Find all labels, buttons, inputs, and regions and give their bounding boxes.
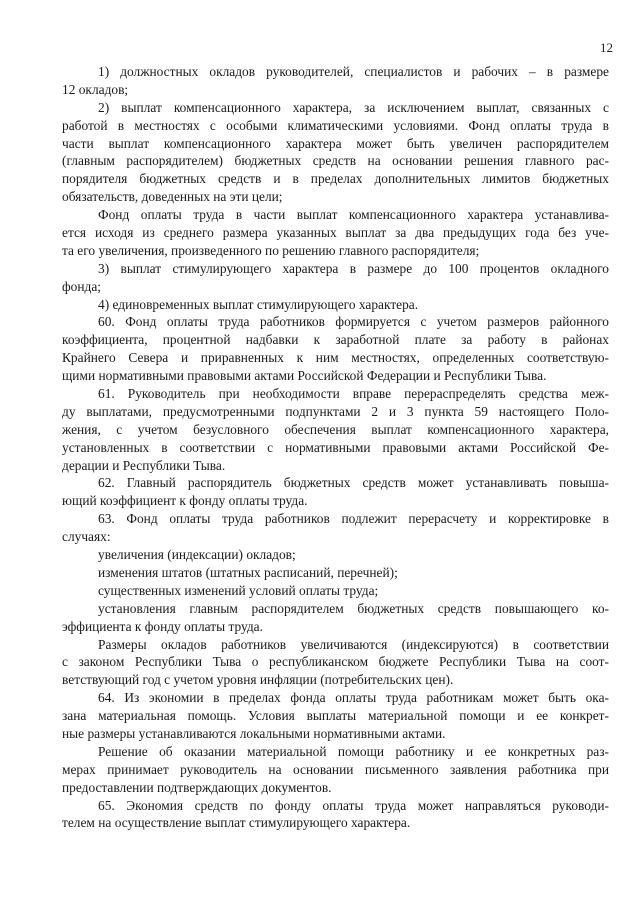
text-line: предоставлении подтверждающих документов. [62,779,332,795]
text-line: мерах принимает руководитель на основании письменного заявления работника при [62,761,609,777]
text-line: эффициента к фонду оплаты труда. [62,618,263,634]
document-body [62,63,609,832]
text-line: порядителя бюджетных средств и в пределах дополнительных лимитов бюджетных [62,171,609,187]
text-line: Размеры окладов работников увеличиваются (индексируются) в соответствии [98,636,609,652]
text-line: 60. Фонд оплаты труда работников формируется с учетом размеров районного [98,314,609,330]
text-line: ющий коэффициент к фонду оплаты труда. [62,493,308,509]
text-line: ветствующий год с учетом уровня инфляции (потребительских цен). [62,672,454,688]
text-line: 1) должностных окладов руководителей, специалистов и рабочих – в размере [98,64,609,79]
text-line: 65. Экономия средств по фонду оплаты труда может направляться руководи- [98,797,609,813]
page-number: 12 [600,40,613,55]
text-line: случаях: [62,529,111,545]
text-line: обязательств, доведенных на эти цели; [62,189,283,205]
text-line: ду выплатами, предусмотренными подпунктами 2 и 3 пункта 59 настоящего Поло- [62,403,609,419]
text-line: 12 окладов; [62,81,129,97]
text-line: 3) выплат стимулирующего характера в размере до 100 процентов окладного [98,260,609,276]
text-line: жения, с учетом безусловного обеспечения выплат компенсационного характера, [62,421,609,437]
text-line: 61. Руководитель при необходимости вправе перераспределять средства меж- [98,386,609,402]
text-line: та его увеличения, произведенного по решению главного распорядителя; [62,242,480,258]
text-line: с законом Республики Тыва о республиканском бюджете Республики Тыва на соот- [62,654,609,670]
text-line: установления главным распорядителем бюджетных средств повышающего ко- [98,600,609,616]
text-line: существенных изменений условий оплаты труда; [98,582,379,598]
text-line: ется исходя из среднего размера указанных выплат за два предыдущих года без уче- [62,225,609,241]
text-line: фонда; [62,278,102,294]
text-line: 2) выплат компенсационного характера, за исключением выплат, связанных с [98,99,609,115]
text-line: 4) единовременных выплат стимулирующего характера. [98,296,419,312]
text-line: увеличения (индексации) окладов; [98,547,296,563]
text-line: Крайнего Севера и приравненных к ним местностях, определенных соответствую- [62,350,609,366]
text-line: работой в местностях с особыми климатическими условиями. Фонд оплаты труда в [62,117,609,133]
text-line: 64. Из экономии в пределах фонда оплаты труда работникам может быть ока- [98,690,609,706]
text-line: установленных в соответствии с нормативными правовыми актами Российской Фе- [62,439,609,455]
text-line: (главным распорядителем) бюджетных средств на основании решения главного рас- [62,153,609,169]
text-line: изменения штатов (штатных расписаний, перечней); [98,564,398,580]
text-line: коэффициента, процентной надбавки к заработной плате за работу в районах [62,332,609,348]
text-line: Фонд оплаты труда в части выплат компенсационного характера устанавлива- [98,207,609,223]
text-line: Решение об оказании материальной помощи работнику и ее конкретных раз- [98,743,609,759]
text-line: щими нормативными правовыми актами Российской Федерации и Республики Тыва. [62,368,547,384]
text-line: зана материальная помощь. Условия выплаты материальной помощи и ее конкрет- [62,708,609,724]
text-line: 63. Фонд оплаты труда работников подлежит перерасчету и корректировке в [98,511,609,527]
text-line: части выплат компенсационного характера может быть увеличен распорядителем [62,135,609,151]
text-line: дерации и Республики Тыва. [62,457,226,473]
text-line: телем на осуществление выплат стимулирующего характера. [62,815,411,831]
text-line: ные размеры устанавливаются локальными нормативными актами. [62,725,446,741]
text-line: 62. Главный распорядитель бюджетных средств может устанавливать повыша- [98,475,609,491]
